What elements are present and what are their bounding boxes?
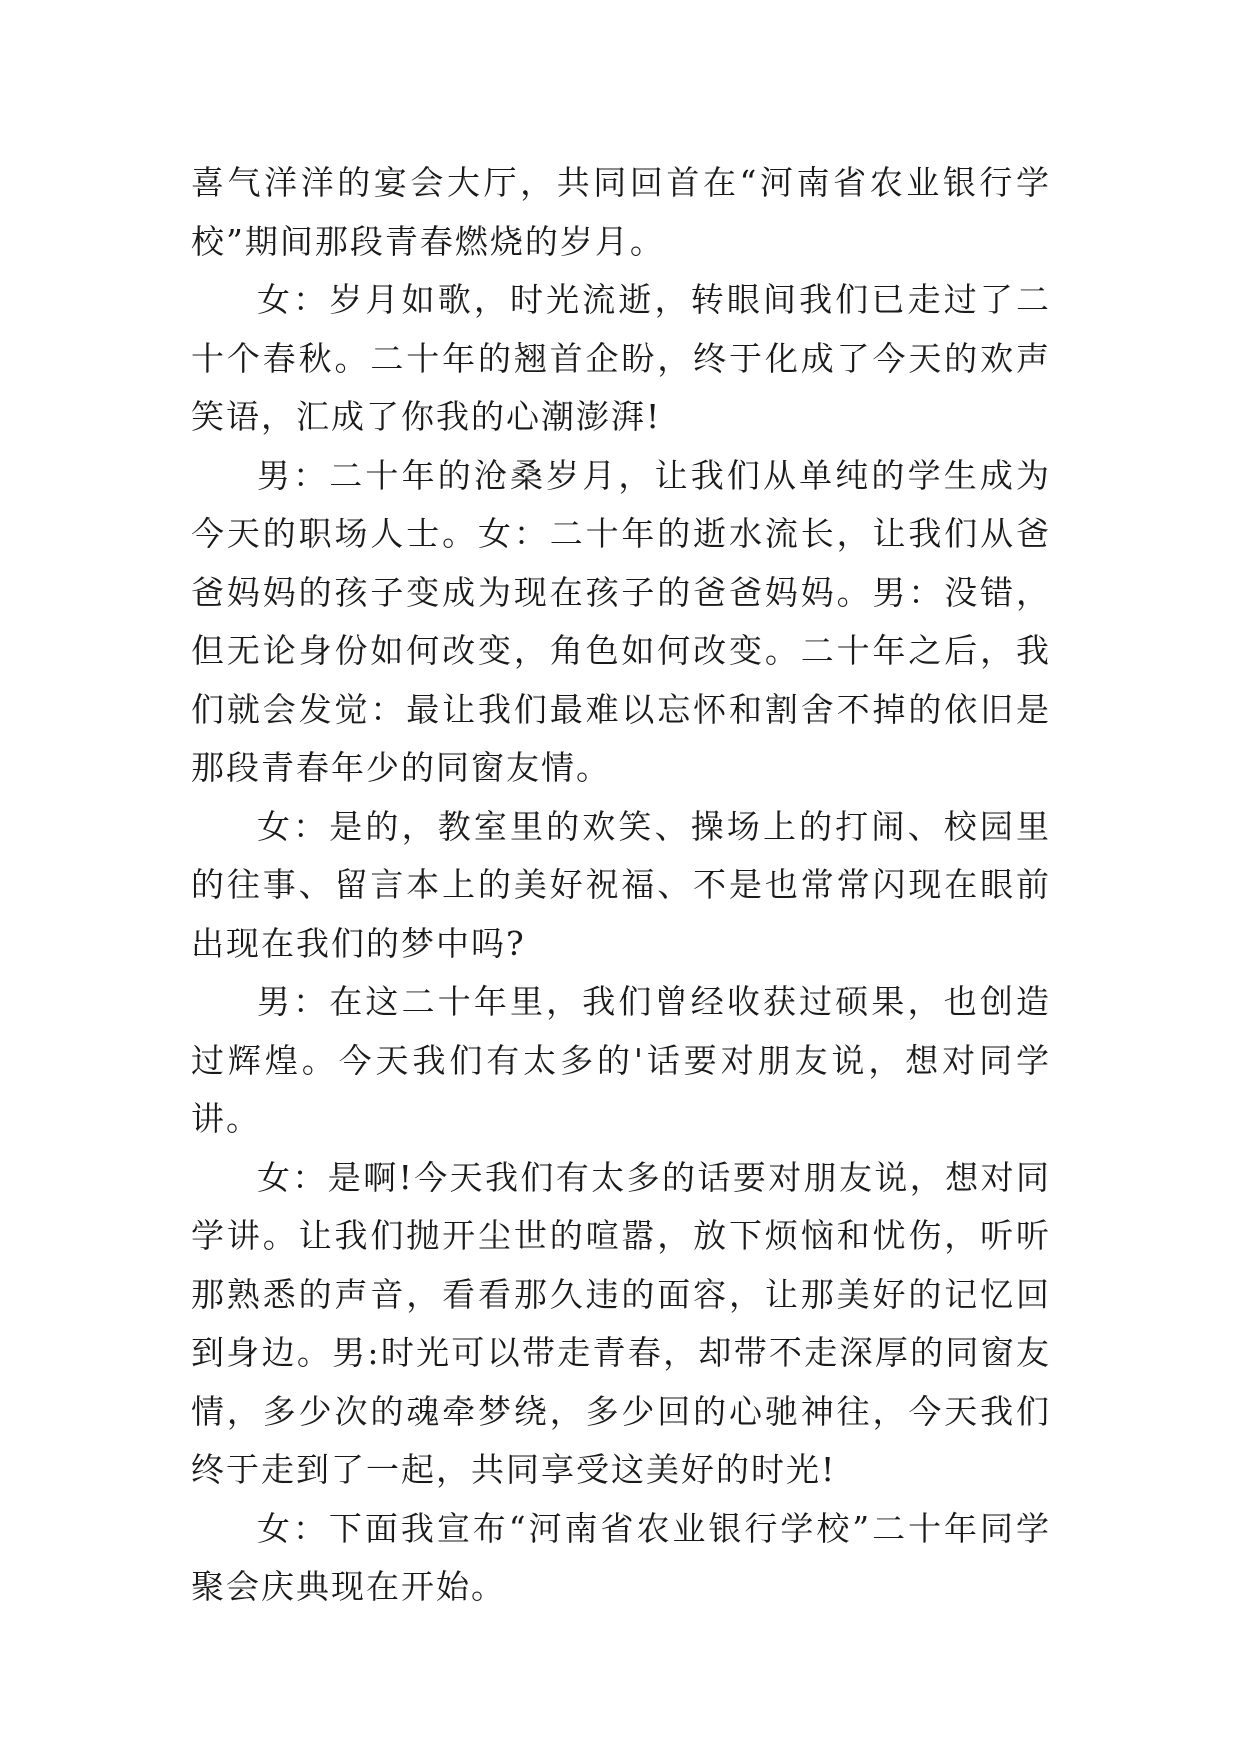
paragraph: 喜气洋洋的宴会大厅，共同回首在“河南省农业银行学校”期间那段青春燃烧的岁月。 [191, 163, 1051, 261]
paragraph: 女：是啊!今天我们有太多的话要对朋友说，想对同学讲。让我们抛开尘世的喧嚣，放下烦恼和忧伤，听听那熟悉的声音，看看那久违的面容，让那美好的记忆回到身边。男:时光可以带走青春，却带不走深厚的同窗友情，多少次的魂牵梦绕，多少回的心驰神往，今天我们终于走到了一起，共同享受这美好的时光! [191, 1157, 1051, 1489]
paragraph: 男：二十年的沧桑岁月，让我们从单纯的学生成为今天的职场人士。女：二十年的逝水流长，让我们从爸爸妈妈的孩子变成为现在孩子的爸爸妈妈。男：没错，但无论身份如何改变，角色如何改变。二十年之后，我们就会发觉：最让我们最难以忘怀和割舍不掉的依旧是那段青春年少的同窗友情。 [191, 455, 1051, 787]
document-body [191, 154, 1051, 1617]
paragraph: 女：岁月如歌，时光流逝，转眼间我们已走过了二十个春秋。二十年的翘首企盼，终于化成了今天的欢声笑语，汇成了你我的心潮澎湃! [191, 280, 1051, 436]
paragraph: 男：在这二十年里，我们曾经收获过硕果，也创造过辉煌。今天我们有太多的'话要对朋友说，想对同学讲。 [191, 982, 1051, 1138]
paragraph: 女：是的，教室里的欢笑、操场上的打闹、校园里的往事、留言本上的美好祝福、不是也常常闪现在眼前出现在我们的梦中吗? [191, 806, 1051, 963]
paragraph: 女：下面我宣布“河南省农业银行学校”二十年同学聚会庆典现在开始。 [191, 1508, 1051, 1606]
